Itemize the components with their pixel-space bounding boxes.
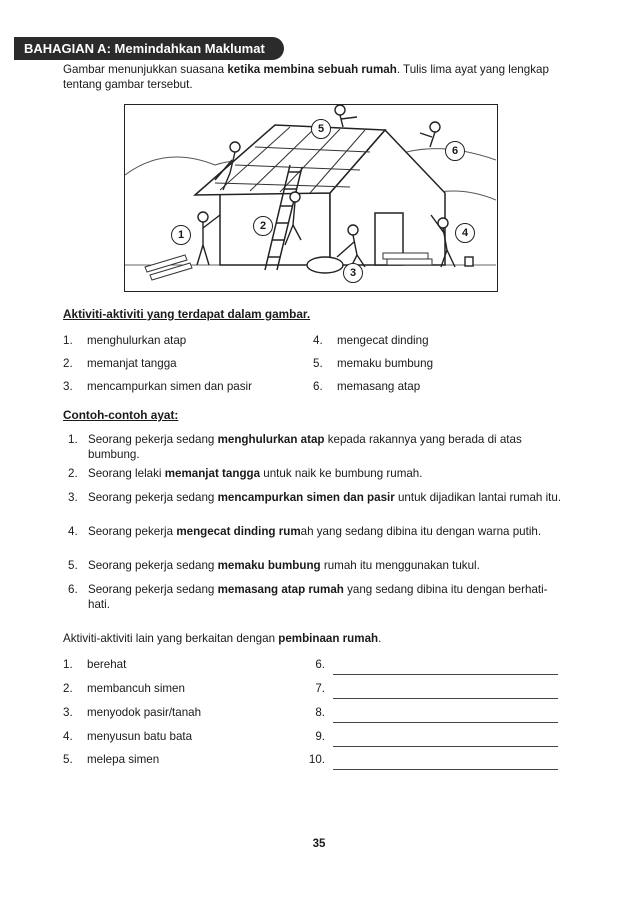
answer-line[interactable] <box>333 722 558 723</box>
other-activity-item: 5. melepa simen <box>63 753 160 766</box>
example-sentence: 4. Seorang pekerja mengecat dinding rumah yang sedang dibina itu dengan warna putih. <box>68 525 542 538</box>
activity-item: 2. memanjat tangga <box>63 357 177 370</box>
other-activity-item: 4. menyusun batu bata <box>63 730 193 743</box>
examples-title: Contoh-contoh ayat: <box>63 408 179 422</box>
example-sentence: 3. Seorang pekerja sedang mencampurkan simen dan pasir untuk dijadikan lantai rumah itu. <box>68 491 562 504</box>
activity-item: 4. mengecat dinding <box>313 334 429 347</box>
instruction-text <box>63 62 583 92</box>
activity-item: 1. menghulurkan atap <box>63 334 187 347</box>
picture-label-2: 2 <box>253 216 273 236</box>
example-sentence: 5. Seorang pekerja sedang memaku bumbung rumah itu menggunakan tukul. <box>68 559 480 572</box>
page-number: 35 <box>312 838 326 850</box>
picture-label-3: 3 <box>343 263 363 283</box>
house-construction-illustration <box>124 104 498 292</box>
answer-line[interactable] <box>333 698 558 699</box>
picture-label-6: 6 <box>445 141 465 161</box>
blank-number: 6. <box>315 658 325 671</box>
example-sentence: 2. Seorang lelaki memanjat tangga untuk naik ke bumbung rumah. <box>68 467 423 480</box>
activity-item: 6. memasang atap <box>313 380 421 393</box>
other-activities-intro: Aktiviti-aktiviti lain yang berkaitan dengan pembinaan rumah. <box>63 632 382 645</box>
construction-drawing <box>125 105 496 290</box>
activity-item: 5. memaku bumbung <box>313 357 434 370</box>
instruction-bold: ketika membina sebuah rumah <box>227 63 397 76</box>
other-activity-item: 1. berehat <box>63 658 127 671</box>
example-sentence: 1. Seorang pekerja sedang menghulurkan atap kepada rakannya yang berada di atas bumbung. <box>68 433 522 461</box>
activities-title: Aktiviti-aktiviti yang terdapat dalam gambar. <box>63 307 311 321</box>
blank-number: 7. <box>315 682 325 695</box>
example-sentence: 6. Seorang pekerja sedang memasang atap rumah yang sedang dibina itu dengan berhati-hati. <box>68 583 548 611</box>
instruction-post: . Tulis lima ayat yang lengkap tentang gambar tersebut. <box>63 63 549 91</box>
blank-number: 9. <box>315 730 325 743</box>
other-activity-item: 2. membancuh simen <box>63 682 185 695</box>
blank-number: 8. <box>315 706 325 719</box>
activity-item: 3. mencampurkan simen dan pasir <box>63 380 252 393</box>
other-activity-item: 3. menyodok pasir/tanah <box>63 706 202 719</box>
blank-number: 10. <box>308 753 325 766</box>
picture-label-4: 4 <box>455 223 475 243</box>
answer-line[interactable] <box>333 674 558 675</box>
answer-line[interactable] <box>333 769 558 770</box>
picture-label-1: 1 <box>171 225 191 245</box>
instruction-pre: Gambar menunjukkan suasana <box>63 63 228 76</box>
section-banner: BAHAGIAN A: Memindahkan Maklumat <box>14 37 284 60</box>
picture-label-5: 5 <box>311 119 331 139</box>
answer-line[interactable] <box>333 746 558 747</box>
